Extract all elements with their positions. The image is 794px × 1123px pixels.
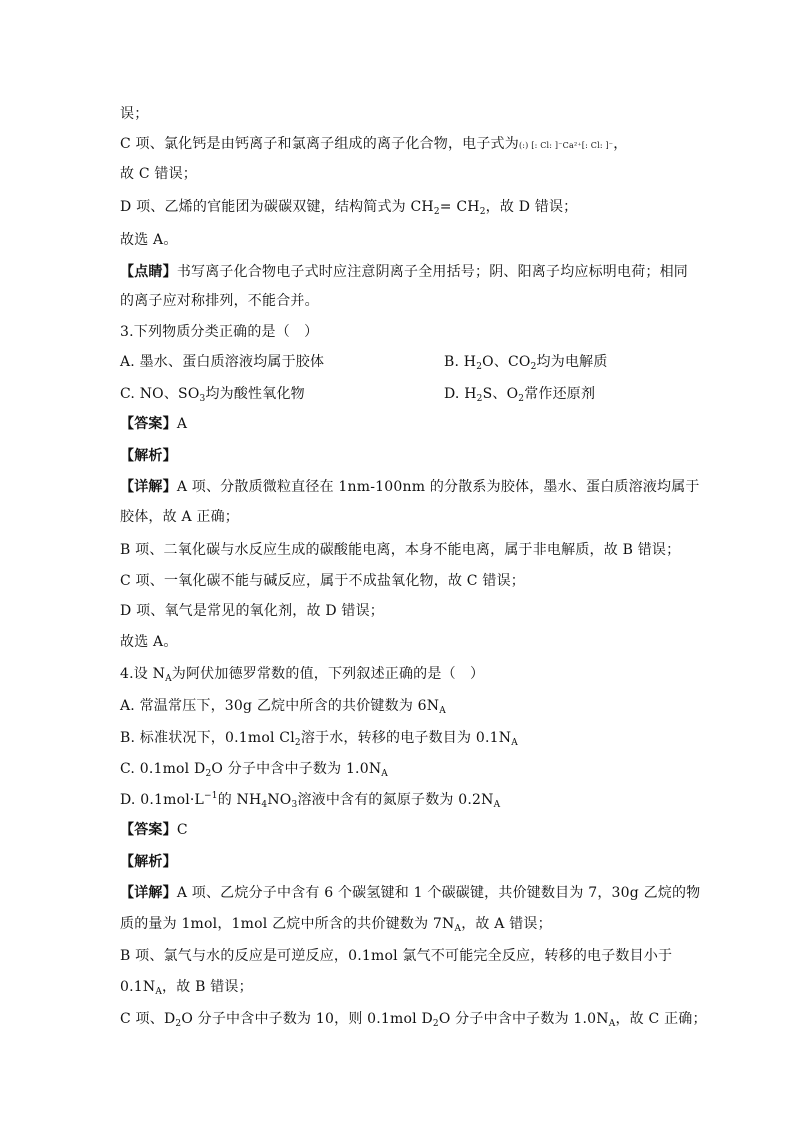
line-text: B 项、氯气与水的反应是可逆反应，0.1mol 氯气不可能完全反应，转移的电子数目小于 <box>120 948 673 964</box>
text-line <box>120 540 680 560</box>
option-text: S、O <box>482 386 519 402</box>
option-text: B. 标准状况下，0.1mol Cl <box>120 730 295 746</box>
text-line <box>120 852 177 872</box>
section-tag: 【详解】 <box>120 885 177 901</box>
option-text: B. H <box>444 354 477 370</box>
text-line <box>120 1009 707 1029</box>
line-text: 故选 A。 <box>120 232 178 248</box>
subscript: A <box>165 674 172 684</box>
answer-value: A <box>176 416 188 432</box>
option-text: 溶液中含有的氮原子数为 0.2N <box>297 792 494 808</box>
line-text: A 项、乙烷分子中含有 6 个碳氢键和 1 个碳碳键，共价键数目为 7，30g 乙烷的物 <box>176 885 701 901</box>
text-line <box>120 197 577 217</box>
option-text: 均为酸性氧化物 <box>205 386 305 402</box>
subscript: 2 <box>294 738 301 748</box>
line-text: O 分子中含中子数为 10，则 0.1mol D <box>181 1011 433 1027</box>
answer-line <box>120 414 187 434</box>
text-line <box>120 601 384 621</box>
subscript: 2 <box>432 1019 439 1029</box>
subscript: A <box>493 800 501 810</box>
subscript: 4 <box>261 800 268 810</box>
subscript: 2 <box>530 362 537 372</box>
subscript: A <box>511 738 518 748</box>
line-text: ，故 B 错误； <box>162 979 253 995</box>
subscript: 2 <box>518 394 525 404</box>
text-line <box>120 104 148 124</box>
text-line <box>120 230 178 250</box>
line-text: 误； <box>120 106 149 122</box>
subscript: A <box>439 706 446 716</box>
option-c <box>120 386 305 402</box>
line-text: 故 C 错误； <box>120 166 198 182</box>
electron-formula: (:) [: Cl: ]⁻Ca²⁺[: Cl: ]⁻ <box>518 141 614 150</box>
answer-line <box>120 820 188 840</box>
section-tag: 【解析】 <box>120 854 177 870</box>
option-text: NO <box>267 792 292 808</box>
section-tag: 【详解】 <box>120 479 177 495</box>
line-text: 质的量为 1mol，1mol 乙烷中所含的共价键数为 7N <box>120 916 455 932</box>
text-line <box>120 507 239 527</box>
line-text: D 项、氧气是常见的氧化剂，故 D 错误； <box>120 603 384 619</box>
subscript: 3 <box>199 394 206 404</box>
section-tag: 【答案】 <box>120 416 177 432</box>
answer-value: C <box>176 822 188 838</box>
line-text: C 项、氯化钙是由钙离子和氯离子组成的离子化合物，电子式为 <box>120 136 519 152</box>
line-text: = CH <box>439 199 480 215</box>
option-text: O、CO <box>482 354 531 370</box>
option-d <box>444 384 595 404</box>
subscript: 2 <box>175 1019 182 1029</box>
option-text: C. 0.1mol D <box>120 761 206 777</box>
option-text: 溶于水，转移的电子数目为 0.1N <box>300 730 512 746</box>
option-text: D. 0.1mol·L <box>120 792 205 808</box>
option-b <box>120 728 518 748</box>
section-tag: 【解析】 <box>120 448 177 464</box>
subscript: A <box>454 924 462 934</box>
subscript: 2 <box>433 207 440 217</box>
option-text: 常作还原剂 <box>524 386 596 402</box>
text-line <box>120 291 319 311</box>
option-a: A. 墨水、蛋白质溶液均属于胶体 <box>120 354 325 370</box>
text-line <box>120 571 525 591</box>
line-text: D 项、乙烯的官能团为碳碳双键，结构简式为 CH <box>120 199 434 215</box>
text-line <box>120 632 178 652</box>
line-text: 故选 A。 <box>120 634 178 650</box>
option-c <box>120 759 388 779</box>
text-line <box>120 914 552 934</box>
subscript: 2 <box>476 362 483 372</box>
line-text: ， <box>613 136 628 152</box>
line-text: 3.下列物质分类正确的是（ ） <box>120 324 319 340</box>
text-line <box>120 883 700 903</box>
subscript: A <box>381 769 388 779</box>
option-row <box>120 352 680 372</box>
line-text: 的离子应对称排列，不能合并。 <box>120 293 319 309</box>
option-text: 的 NH <box>217 792 262 808</box>
option-text: D. H <box>444 386 477 402</box>
option-text: 均为电解质 <box>536 354 608 370</box>
section-tag: 【点睛】 <box>120 264 177 280</box>
option-d <box>120 790 500 810</box>
option-b <box>444 352 608 372</box>
text-line <box>120 977 253 997</box>
option-text: C. NO、SO <box>120 386 200 402</box>
line-text: C 项、一氧化碳不能与碱反应，属于不成盐氧化物，故 C 错误； <box>120 573 525 589</box>
text-line <box>120 134 627 156</box>
option-text: A. 常温常压下，30g 乙烷中所含的共价键数为 6N <box>120 698 440 714</box>
line-text: A 项、分散质微粒直径在 1nm-100nm 的分散系为胶体，墨水、蛋白质溶液均属于 <box>176 479 700 495</box>
option-text: O 分子中含中子数为 1.0N <box>211 761 382 777</box>
subscript: A <box>155 987 163 997</box>
subscript: 2 <box>479 207 486 217</box>
text-line <box>120 164 197 184</box>
line-text: 为阿伏加德罗常数的值，下列叙述正确的是（ ） <box>171 666 485 682</box>
line-text: B 项、二氧化碳与水反应生成的碳酸能电离，本身不能电离，属于非电解质，故 B 错误； <box>120 542 681 558</box>
subscript: 2 <box>476 394 483 404</box>
text-line <box>120 446 177 466</box>
text-line <box>120 946 672 966</box>
text-line <box>120 477 700 497</box>
subscript: 3 <box>291 800 298 810</box>
section-tag: 【答案】 <box>120 822 177 838</box>
line-text: ，故 C 正确； <box>615 1011 707 1027</box>
line-text: O 分子中含中子数为 1.0N <box>438 1011 609 1027</box>
subscript: 2 <box>205 769 212 779</box>
subscript: A <box>608 1019 616 1029</box>
line-text: 0.1N <box>120 979 156 995</box>
text-line <box>120 262 688 282</box>
line-text: 4.设 N <box>120 666 166 682</box>
line-text: ，故 D 错误； <box>485 199 578 215</box>
line-text: C 项、D <box>120 1011 176 1027</box>
line-text: 胶体，故 A 正确； <box>120 509 240 525</box>
line-text: ，故 A 错误； <box>461 916 552 932</box>
superscript: −1 <box>204 791 218 801</box>
question-title <box>120 322 318 342</box>
option-row <box>120 384 680 404</box>
question-title <box>120 664 484 684</box>
line-text: 书写离子化合物电子式时应注意阴离子全用括号；阴、阳离子均应标明电荷；相同 <box>176 264 689 280</box>
option-a <box>120 696 446 716</box>
